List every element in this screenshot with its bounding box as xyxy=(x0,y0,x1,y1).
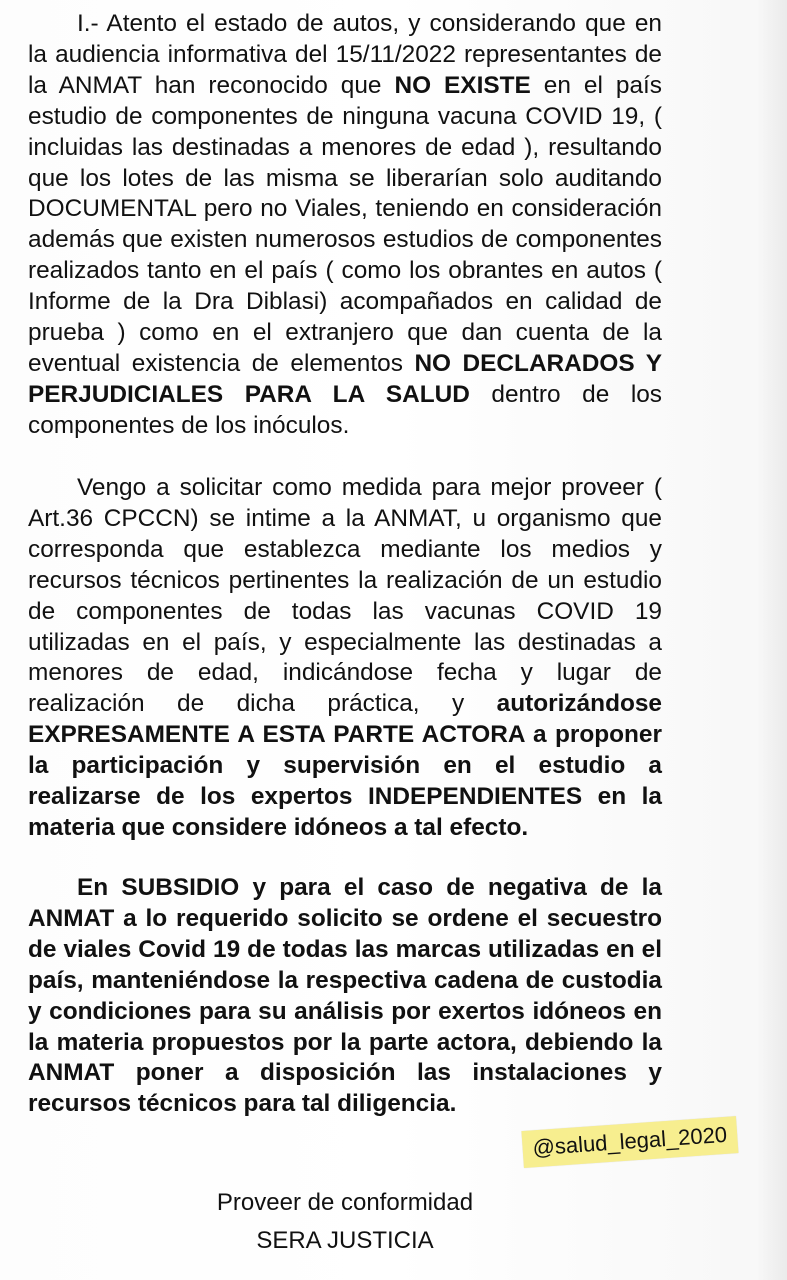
closing-line-proveer: Proveer de conformidad xyxy=(216,1189,474,1216)
paragraph-2 xyxy=(28,473,662,844)
paragraph-1-bold-no-existe: NO EXISTE xyxy=(394,71,531,99)
paragraph-1-bold-no-declarados: NO DECLARADOS Y PERJUDICIALES PARA LA SALUD xyxy=(28,349,662,408)
paragraph-2-bold-autorizandose: autorizándose EXPRESAMENTE A ESTA PARTE ACTORA a proponer la participación y supervisión en el estudio a realizarse de los expertos INDEPENDIENTES en la materia que considere idóneos a tal efecto. xyxy=(28,690,662,841)
closing-line-sera-justicia: SERA JUSTICIA xyxy=(256,1227,434,1254)
paragraph-3-subsidio: En SUBSIDIO y para el caso de negativa de la ANMAT a lo requerido solicito se ordene el secuestro de viales Covid 19 de todas las marcas utilizadas en el país, manteniéndose la respectiva cadena de custodia y condiciones para su análisis por exertos idóneos en la materia propuestos por la parte actora, debiendo la ANMAT poner a disposición las instalaciones y recursos técnicos para tal diligencia. xyxy=(28,874,662,1118)
paragraph-1-part-3: en el país estudio de componentes de ninguna vacuna COVID 19, ( incluidas las destinadas a menores de edad ), resultando que los lotes de las misma se liberarían solo auditando DOCUMENTAL pero no Viales, teniendo en consideración además que existen numerosos estudios de componentes realizados tanto en el país ( como los obrantes en autos ( Informe de la Dra Diblasi) acompañados en calidad de prueba ) como en el extranjero que dan cuenta de la eventual existencia de elementos xyxy=(28,71,662,377)
paragraph-2-part-1: Vengo a solicitar como medida para mejor proveer ( Art.36 CPCCN) se intime a la ANMAT, u organismo que corresponda que establezca mediante los medios y recursos técnicos pertinentes la realización de un estudio de componentes de todas las vacunas COVID 19 utilizadas en el país, y especialmente las destinadas a menores de edad, indicándose fecha y lugar de realización de dicha práctica, y xyxy=(28,474,662,718)
social-handle-watermark: @salud_legal_2020 xyxy=(521,1116,738,1168)
paragraph-1-part-1: I.- Atento el estado de autos, y considerando que en la audiencia informativa del 15/11/2022 representantes de la ANMAT han reconocido que xyxy=(28,10,662,99)
page-edge-shadow xyxy=(757,0,787,1280)
paragraph-1-part-5: dentro de los componentes de los inóculos. xyxy=(28,380,662,439)
paragraph-1 xyxy=(28,9,662,442)
